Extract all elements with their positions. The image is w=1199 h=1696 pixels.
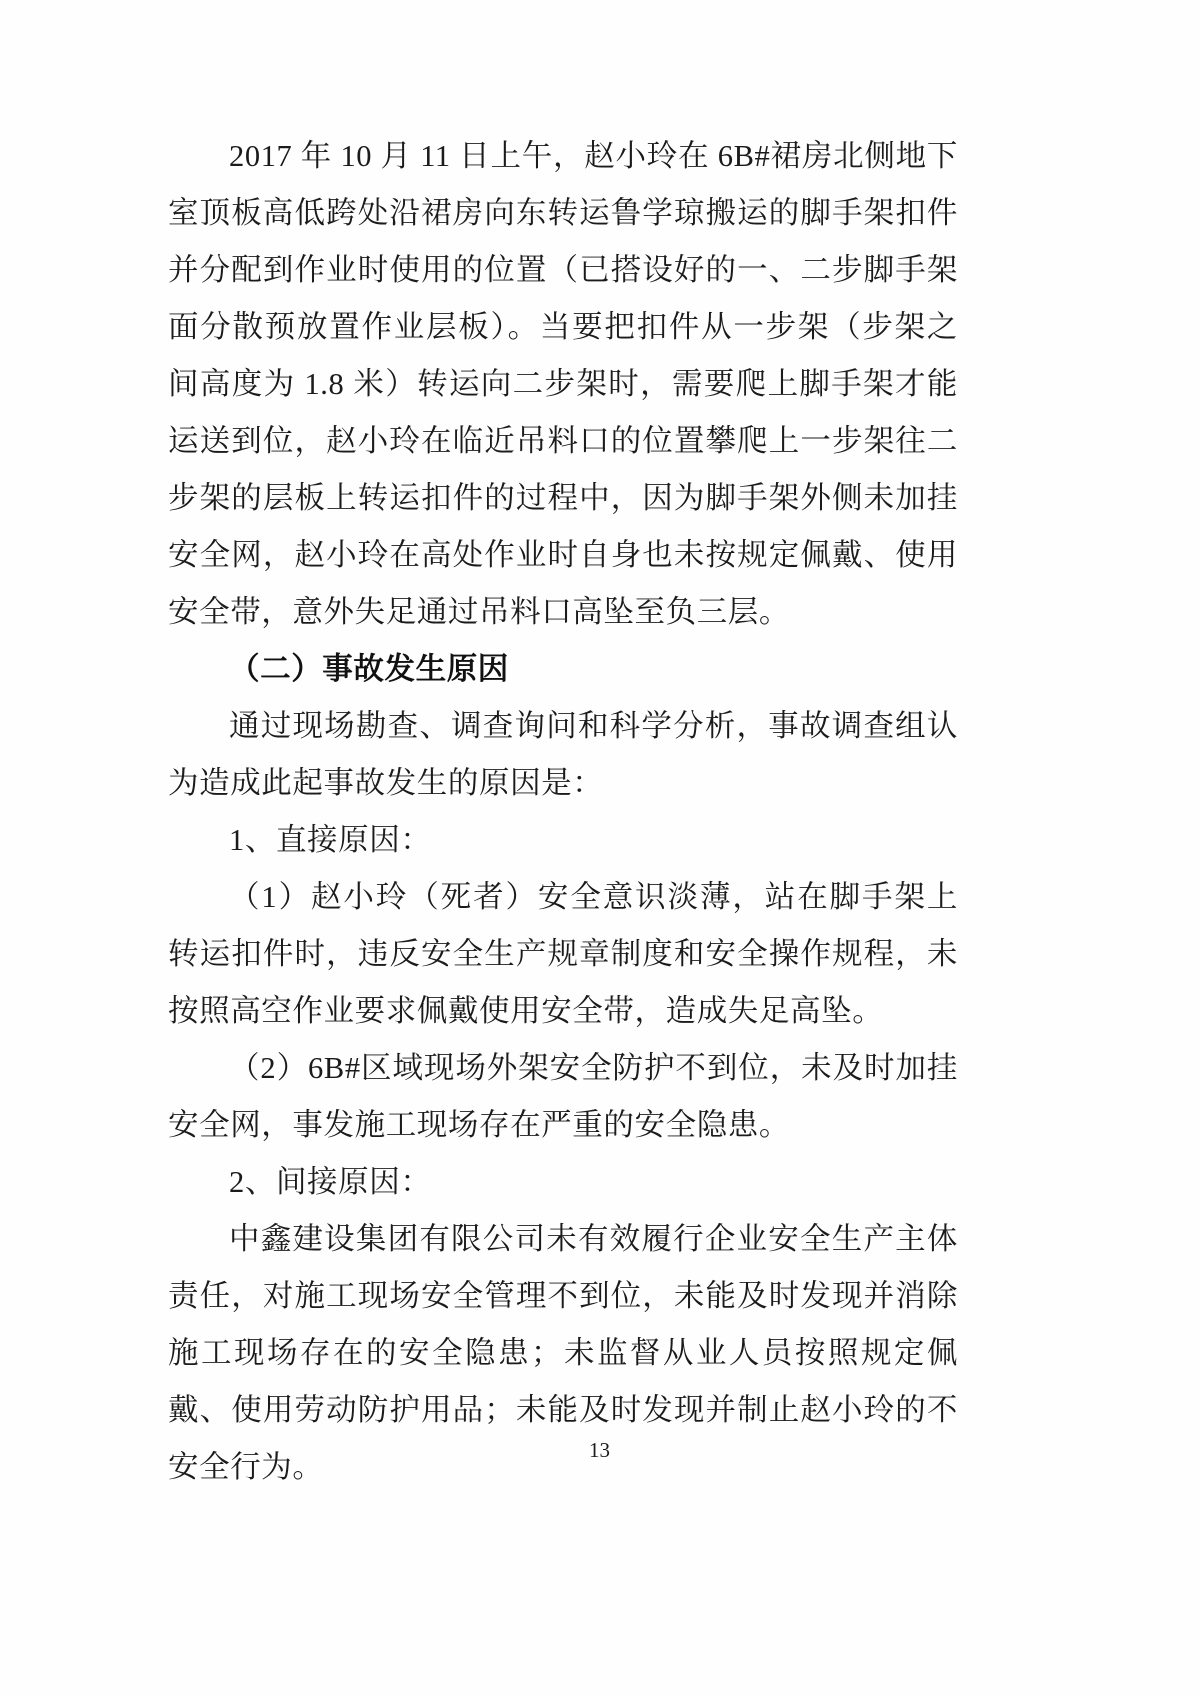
paragraph-accident-description: 2017 年 10 月 11 日上午，赵小玲在 6B#裙房北侧地下室顶板高低跨处沿裙房向东转运鲁学琼搬运的脚手架扣件并分配到作业时使用的位置（已搭设好的一、二步脚手架面分散预放置作业层板）。当要把扣件从一步架（步架之间高度为 1.8 米）转运向二步架时，需要爬上脚手架才能运送到位，赵小玲在临近吊料口的位置攀爬上一步架往二步架的层板上转运扣件的过程中，因为脚手架外侧未加挂安全网，赵小玲在高处作业时自身也未按规定佩戴、使用安全带，意外失足通过吊料口高坠至负三层。 [168, 139, 958, 629]
paragraph-direct-cause-1: （1）赵小玲（死者）安全意识淡薄，站在脚手架上转运扣件时，违反安全生产规章制度和安全操作规程，未按照高空作业要求佩戴使用安全带，造成失足高坠。 [168, 880, 958, 1028]
paragraph-indirect-cause-body: 中鑫建设集团有限公司未有效履行企业安全生产主体责任，对施工现场安全管理不到位，未能及时发现并消除施工现场存在的安全隐患；未监督从业人员按照规定佩戴、使用劳动防护用品；未能及时发现并制止赵小玲的不安全行为。 [168, 1222, 958, 1484]
document-body [168, 128, 958, 1496]
paragraph-direct-cause-2: （2）6B#区域现场外架安全防护不到位，未及时加挂安全网，事发施工现场存在严重的安全隐患。 [168, 1051, 958, 1142]
page-number: 13 [589, 1438, 610, 1462]
paragraph-investigation-conclusion: 通过现场勘查、调查询问和科学分析，事故调查组认为造成此起事故发生的原因是： [168, 709, 958, 800]
heading-accident-cause: （二）事故发生原因 [229, 652, 509, 686]
paragraph-indirect-cause-label: 2、间接原因： [229, 1165, 432, 1199]
paragraph-direct-cause-label: 1、直接原因： [229, 823, 432, 857]
